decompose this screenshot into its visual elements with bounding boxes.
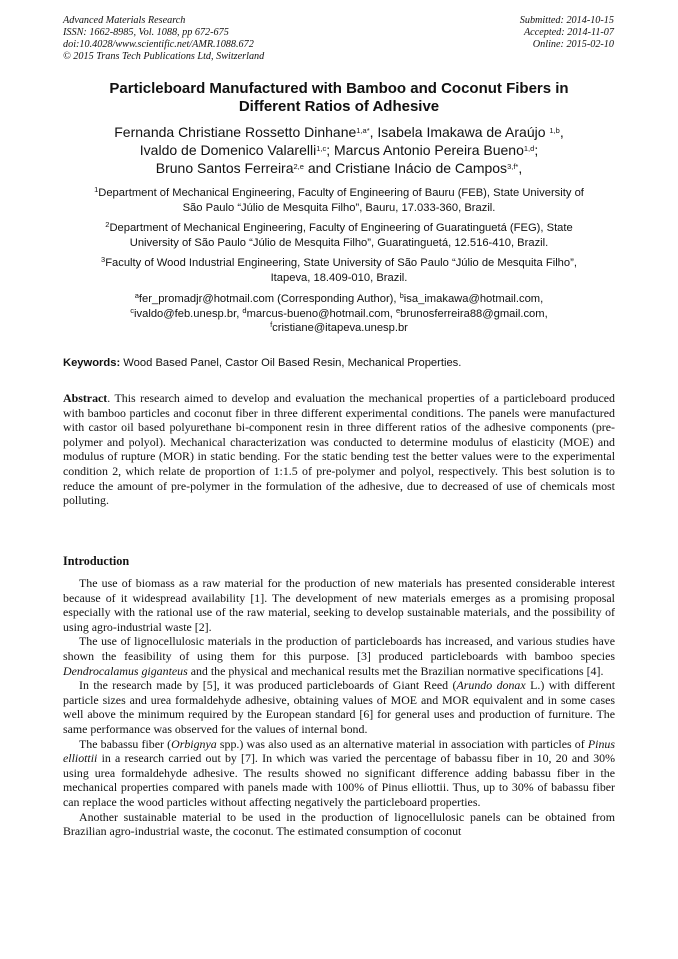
paragraph-text: spp.) was also used as an alternative material in association with particles of — [216, 736, 588, 751]
affiliation-sup: 2 — [105, 220, 110, 229]
date-accepted: Accepted: 2014-11-07 — [523, 27, 614, 38]
email-sup: d — [242, 305, 247, 315]
abstract-text: . This research aimed to develop and evaluation the mechanical properties of a particleboard produced with bamboo particles and coconut fiber in three different experimental conditions. The panels were manufactured with castor oil based polyurethane bi-component resin in three different ratios of the adhesive components (pre-polymer and polyol). Mechanical characterization was conducted to determine modulus of elasticity (MOE) and modulus of rupture (MOR) in static bending. For the static bending test the better values were to the experimental condition 2, which relate de proportion of 1:1.5 of pre-polymer and polyol, respectively. This best solution is to reduce the amount of pre-polymer in the formulation of the adhesive, due to decreased of use of chemicals most polluting. — [63, 391, 615, 508]
title-line-2: Different Ratios of Adhesive — [238, 98, 440, 115]
paragraph-text: The use of lignocellulosic materials in the production of particleboards has increased, and various studies have shown the feasibility of using them for this purpose. [3] produced particleboards with bamboo species — [63, 634, 615, 663]
keywords-label: Keywords: — [63, 357, 121, 369]
author-separator: , — [518, 160, 523, 176]
author-line-1 — [60, 123, 618, 141]
email-b[interactable]: isa_imakawa@hotmail.com, — [403, 293, 544, 305]
email-e[interactable]: brunosferreira88@gmail.com, — [400, 307, 548, 320]
author-list — [60, 123, 618, 177]
affiliation-text: Department of Mechanical Engineering, Faculty of Engineering of Guaratinguetá (FEG), State — [109, 222, 573, 234]
abstract-label: Abstract — [63, 391, 108, 405]
affiliation-text: Itapeva, 18.409-010, Brazil. — [270, 271, 408, 284]
affiliation-sup: 1 — [94, 185, 99, 194]
section-heading-introduction: Introduction — [63, 554, 130, 568]
journal-copyright: © 2015 Trans Tech Publications Ltd, Switzerland — [63, 51, 265, 62]
email-d[interactable]: marcus-bueno@hotmail.com, — [246, 307, 396, 320]
author-sup: 3,f* — [507, 162, 519, 171]
affiliation-text: Faculty of Wood Industrial Engineering, State University of São Paulo “Júlio de Mesquita Filho”, — [105, 257, 577, 269]
email-c[interactable]: ivaldo@feb.unesp.br, — [134, 307, 243, 320]
species-name: Dendrocalamus giganteus — [63, 663, 188, 678]
affiliation-sup: 3 — [101, 255, 106, 264]
journal-header — [63, 15, 264, 63]
author-sup: 1,a* — [356, 126, 370, 135]
email-sup: f — [270, 320, 273, 329]
affiliation-text: São Paulo “Júlio de Mesquita Filho”, Bauru, 17.033-360, Brazil. — [182, 201, 496, 214]
paragraph: Another sustainable material to be used in the production of lignocellulosic panels can be obtained from Brazilian agro-industrial waste, the coconut. The estimated consumption of coconut — [63, 809, 615, 839]
author-sup: 1,c — [316, 144, 327, 153]
email-f[interactable]: cristiane@itapeva.unesp.br — [272, 322, 408, 334]
author-separator: ; — [534, 142, 539, 158]
author-emails — [60, 292, 618, 336]
title-line-1: Particleboard Manufactured with Bamboo and Coconut Fibers in — [109, 80, 569, 97]
email-sup: c — [130, 305, 135, 315]
paragraph-text: L.) with different particle sizes and urea formaldehyde adhesive, obtaining values of MOE and MOR equivalent and in some cases well above the minimum required by the European standard [6] for general uses and production of furniture. The same performance was observed for the values of internal bond. — [63, 678, 615, 736]
journal-issn: ISSN: 1662-8985, Vol. 1088, pp 672-675 — [63, 27, 229, 38]
affiliation-2 — [60, 221, 618, 250]
submission-dates — [520, 15, 614, 51]
author-name: Ivaldo de Domenico Valarelli — [139, 142, 317, 158]
species-name: Pinus elliottii — [63, 736, 615, 766]
author-separator: , — [559, 124, 564, 140]
author-line-3 — [60, 159, 618, 177]
paragraph — [63, 634, 615, 678]
author-sup: 2,e — [293, 162, 304, 171]
keywords-text: Wood Based Panel, Castor Oil Based Resin, Mechanical Properties. — [120, 357, 462, 369]
date-online: Online: 2015-02-10 — [532, 39, 614, 50]
journal-name: Advanced Materials Research — [63, 15, 186, 26]
paragraph-text: In the research made by [5], it was produced particleboards of Giant Reed ( — [79, 678, 457, 693]
introduction-body — [63, 576, 615, 839]
paragraph-text: and the physical and mechanical results met the Brazilian normative specifications [4]. — [187, 663, 604, 678]
species-name: Orbignya — [171, 736, 217, 751]
keywords — [63, 356, 615, 370]
affiliation-3 — [60, 256, 618, 285]
author-name: Marcus Antonio Pereira Bueno — [333, 142, 524, 158]
author-separator: , — [369, 124, 378, 140]
paragraph: The use of biomass as a raw material for the production of new materials has presented considerable interest because of it widespread availability [1]. The development of new materials emerges as a promising proposal especially with the rational use of the raw material, seeking to develop sustainable materials, and the possibility of using agro-industrial waste [2]. — [63, 576, 615, 634]
species-name: Arundo donax — [456, 678, 526, 693]
date-submitted: Submitted: 2014-10-15 — [519, 15, 614, 26]
paper-title — [70, 80, 608, 116]
affiliation-text: Department of Mechanical Engineering, Faculty of Engineering of Bauru (FEB), State University of — [98, 187, 584, 199]
email-sup: b — [399, 291, 404, 300]
journal-doi: doi:10.4028/www.scientific.net/AMR.1088.672 — [63, 39, 254, 50]
author-name: Isabela Imakawa de Araújo — [377, 124, 550, 140]
affiliation-text: University of São Paulo “Júlio de Mesquita Filho”, Guaratinguetá, 12.516-410, Brazil. — [129, 236, 549, 249]
email-sup: e — [396, 305, 401, 315]
paragraph — [63, 678, 615, 736]
author-name: Fernanda Christiane Rossetto Dinhane — [114, 124, 357, 140]
email-sup: a — [134, 291, 139, 300]
paragraph-text: in a research carried out by [7]. In which was varied the percentage of babassu fiber in 10, 20 and 30% using urea formaldehyde adhesive. The results showed no significant difference adding babassu fiber in the mechanical properties compared with panels made with 100% of Pinus elliottii. Thus, up to 30% of babassu fiber can replace the wood particles without affecting negatively the particleboard properties. — [63, 751, 615, 809]
author-separator: ; — [326, 142, 334, 158]
author-name: Bruno Santos Ferreira — [155, 160, 294, 176]
paragraph — [63, 737, 615, 810]
author-sup: 1,b — [549, 126, 560, 135]
paragraph-text: The babassu fiber ( — [79, 736, 172, 751]
affiliation-1 — [60, 186, 618, 215]
author-separator: and — [303, 160, 336, 176]
abstract — [63, 391, 615, 508]
email-a[interactable]: fer_promadjr@hotmail.com (Corresponding Author), — [138, 293, 400, 305]
author-sup: 1,d — [523, 144, 535, 153]
author-line-2 — [60, 141, 618, 159]
author-name: Cristiane Inácio de Campos — [335, 160, 508, 176]
